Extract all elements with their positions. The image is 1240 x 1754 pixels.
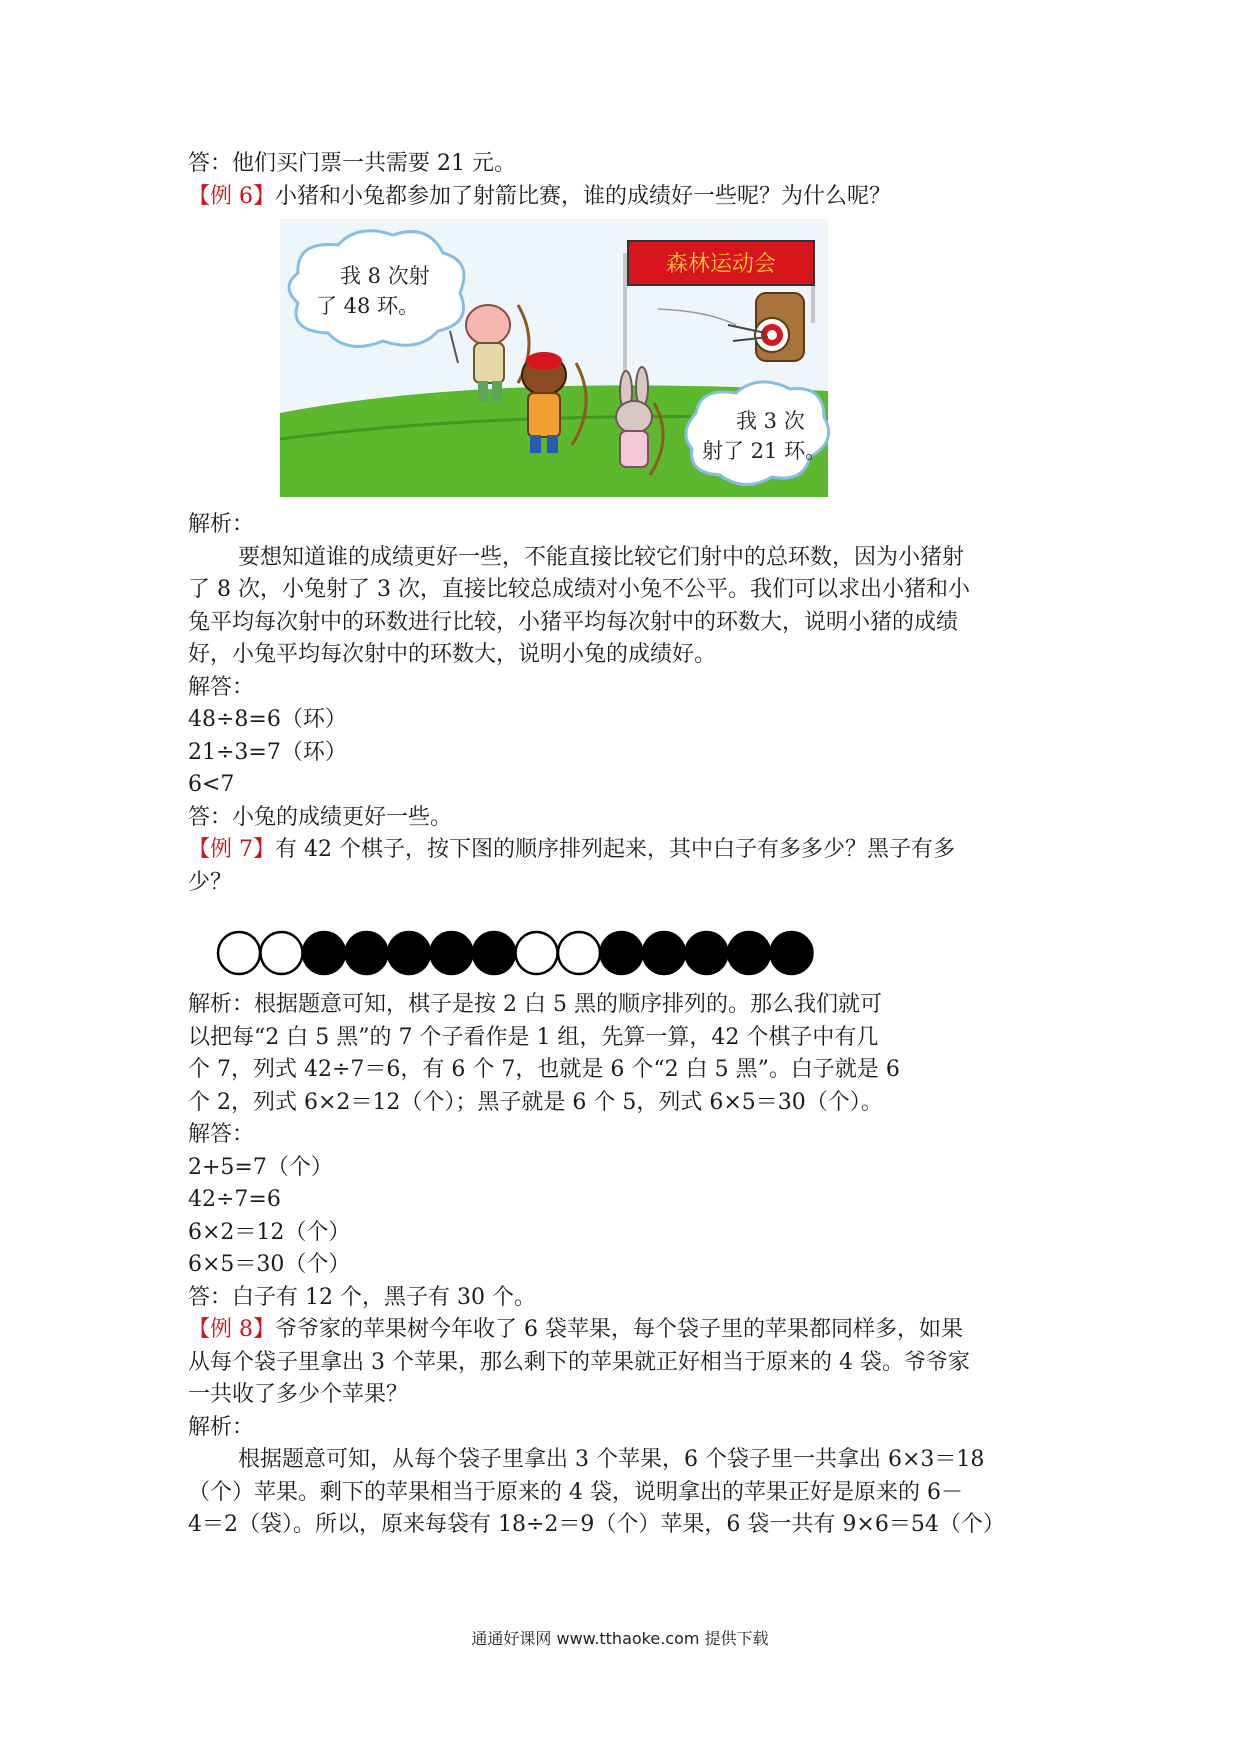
example-tag: 【例 8】 xyxy=(188,1317,275,1342)
analysis-label: 解析： xyxy=(188,512,255,537)
solution-label: 解答： xyxy=(188,1122,255,1147)
solution-line: 48÷8=6（环） xyxy=(188,707,347,732)
analysis-line: 了 8 次，小兔射了 3 次，直接比较总成绩对小兔不公平。我们可以求出小猪和小 xyxy=(188,577,970,602)
solution-line: 2+5=7（个） xyxy=(188,1154,333,1180)
analysis-line: 个 2，列式 6×2＝12（个）；黑子就是 6 个 5，列式 6×5＝30（个）。 xyxy=(188,1089,883,1115)
solution-line: 21÷3=7（环） xyxy=(188,739,347,765)
black-piece xyxy=(346,932,388,974)
black-piece xyxy=(473,932,515,974)
white-piece xyxy=(516,932,558,974)
solution-line: 42÷7=6 xyxy=(188,1187,281,1212)
black-piece xyxy=(643,932,685,974)
white-piece xyxy=(558,932,600,974)
rabbit-bubble-line-2: 射了 21 环。 xyxy=(702,439,827,463)
page-footer: 通通好课网 www.tthaoke.com 提供下载 xyxy=(471,1629,769,1648)
example-6-question xyxy=(188,181,1058,214)
chess-pieces-figure xyxy=(188,899,1058,989)
question-continuation: 一共收了多少个苹果？ xyxy=(188,1382,409,1407)
analysis-line: 4＝2（袋）。所以，原来每袋有 18÷2＝9（个）苹果，6 袋一共有 9×6＝54（个） xyxy=(188,1512,1005,1537)
black-piece xyxy=(601,932,643,974)
solution-line: 6<7 xyxy=(188,772,235,797)
white-piece xyxy=(218,932,260,974)
answer-line: 答：小兔的成绩更好一些。 xyxy=(188,804,453,830)
example-tag: 【例 7】 xyxy=(188,837,275,862)
question-text: 小猪和小兔都参加了射箭比赛，谁的成绩好一些呢？为什么呢？ xyxy=(275,183,892,209)
pig-bubble-line-2: 了 48 环。 xyxy=(316,294,420,318)
black-piece xyxy=(388,932,430,974)
solution-label: 解答： xyxy=(188,674,255,700)
pig-bubble-line-1: 我 8 次射 xyxy=(340,264,430,288)
banner-text: 森林运动会 xyxy=(665,252,777,277)
analysis-line: （个）苹果。剩下的苹果相当于原来的 4 袋，说明拿出的苹果正好是原来的 6－ xyxy=(188,1479,963,1505)
analysis-label: 解析： xyxy=(188,1414,255,1440)
chess-pieces-row xyxy=(188,899,1058,989)
analysis-line: 以把每“2 白 5 黑”的 7 个子看作是 1 组，先算一算，42 个棋子中有几 xyxy=(188,1024,879,1050)
analysis-line: 要想知道谁的成绩更好一些，不能直接比较它们射中的总环数，因为小猪射 xyxy=(238,544,965,570)
question-text: 有 42 个棋子，按下图的顺序排列起来，其中白子有多多少？黑子有多 xyxy=(275,837,955,862)
rabbit-bubble-line-1: 我 3 次 xyxy=(736,409,805,433)
black-piece xyxy=(686,932,728,974)
example-tag: 【例 6】 xyxy=(188,183,275,209)
solution-line: 6×2＝12（个） xyxy=(188,1219,351,1245)
white-piece xyxy=(261,932,303,974)
analysis-line: 个 7，列式 42÷7＝6，有 6 个 7，也就是 6 个“2 白 5 黑”。白子就是 6 xyxy=(188,1057,900,1082)
question-continuation: 少？ xyxy=(188,869,233,895)
example-7-question xyxy=(188,834,1058,867)
archery-scene xyxy=(188,213,1058,509)
black-piece xyxy=(303,932,345,974)
question-continuation: 从每个袋子里拿出 3 个苹果，那么剩下的苹果就正好相当于原来的 4 袋。爷爷家 xyxy=(188,1349,970,1375)
black-piece xyxy=(771,932,813,974)
archery-illustration xyxy=(188,213,1058,509)
document-body xyxy=(188,148,1058,1542)
analysis-line: 兔平均每次射中的环数进行比较，小猪平均每次射中的环数大，说明小猪的成绩 xyxy=(188,609,959,635)
question-text: 爷爷家的苹果树今年收了 6 袋苹果，每个袋子里的苹果都同样多，如果 xyxy=(275,1317,963,1342)
analysis-line: 解析：根据题意可知，棋子是按 2 白 5 黑的顺序排列的。那么我们就可 xyxy=(188,992,882,1017)
analysis-line: 好，小兔平均每次射中的环数大，说明小兔的成绩好。 xyxy=(188,642,717,667)
example-8-question xyxy=(188,1314,1058,1347)
analysis-line: 根据题意可知，从每个袋子里拿出 3 个苹果，6 个袋子里一共拿出 6×3＝18 xyxy=(238,1447,985,1472)
pig-speech-bubble xyxy=(289,231,464,347)
answer-line: 答：白子有 12 个，黑子有 30 个。 xyxy=(188,1284,536,1310)
black-piece xyxy=(728,932,770,974)
solution-line: 6×5＝30（个） xyxy=(188,1252,351,1277)
black-piece xyxy=(431,932,473,974)
answer-line: 答：他们买门票一共需要 21 元。 xyxy=(188,151,516,176)
